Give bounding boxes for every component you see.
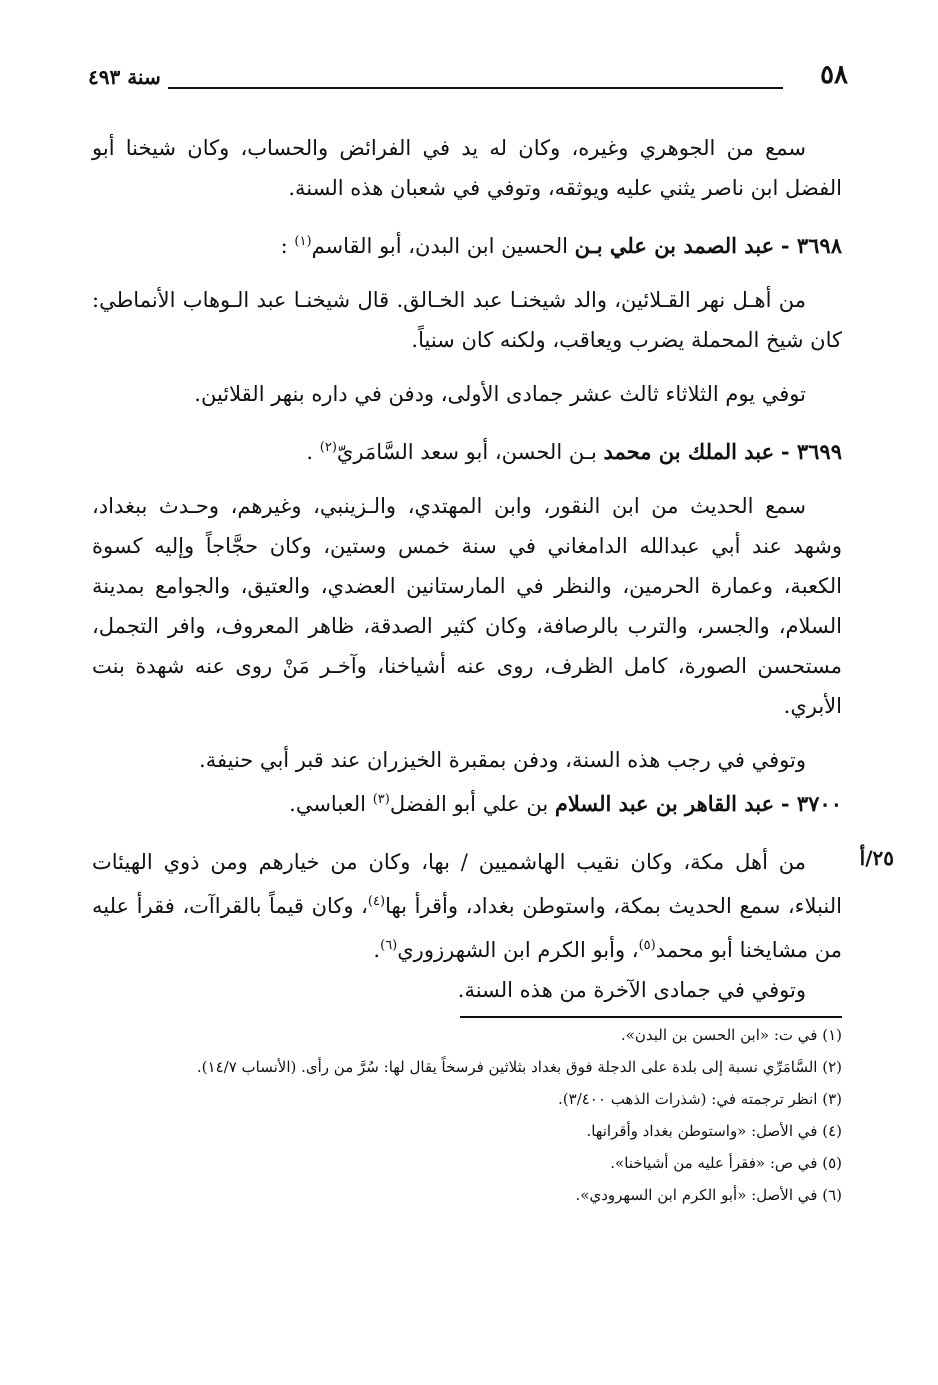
paragraph: من أهـل نهر القـلائين، والد شيخنـا عبد الخـالق. قال شيخنـا عبد الـوهاب الأنماطي: كان شيخ المحملة يضرب ويعاقب، ولكنه كان سنياً. xyxy=(92,288,842,352)
footnote-ref: (٢) xyxy=(319,440,337,455)
footnote-ref: (٦) xyxy=(380,938,398,953)
entry-punct: العباسي. xyxy=(289,792,367,816)
footnote-ref: (٣) xyxy=(372,792,390,807)
page-number: ٥٨ xyxy=(820,60,848,90)
entry-punct: . xyxy=(306,440,314,464)
entry-heading-3698 xyxy=(92,222,842,266)
footnote: (٥) في ص: «فقرأ عليه من أشياخنا». xyxy=(610,1154,842,1172)
entry-heading-3699 xyxy=(92,428,842,472)
paragraph: سمع الحديث من ابن النقور، وابن المهتدي، والـزينبي، وغيرهم، وحـدث ببغداد، وشهد عند أبي عبدالله الدامغاني في سنة خمس وستين، وكان حجَّاجاً وإليه كسوة الكعبة، وعمارة الحرمين، والنظر في المارستانين العضدي، والعتيق، والجوامع بمدينة السلام، والجسر، والترب بالرصافة، وكان كثير الصدقة، ظاهر المعروف، وافر التجمل، مستحسن الصورة، كامل الظرف، روى عنه أشياخنا، وآخـر مَنْ روى عنه شهدة بنت الأبري. xyxy=(92,494,842,718)
footnote: (١) في ت: «ابن الحسن بن البدن». xyxy=(620,1026,842,1044)
entry-number: ٣٦٩٨ - xyxy=(780,233,842,258)
manuscript-folio-ref: ٢٥/أ xyxy=(859,846,894,870)
footnote: (٣) انظر ترجمته في: (شذرات الذهب ٣/٤٠٠). xyxy=(558,1090,842,1108)
footnote: (٢) السَّامَرِّي نسبة إلى بلدة على الدجلة فوق بغداد بثلاثين فرسخاً يقال لها: سُرَّ من رأى. (الأنساب ١٤/٧). xyxy=(196,1058,842,1076)
entry-name: عبد الملك بن محمد xyxy=(603,439,775,464)
entry-name: عبد القاهر بن عبد السلام xyxy=(554,791,775,816)
paragraph: وتوفي في جمادى الآخرة من هذه السنة. xyxy=(457,978,806,1002)
main-text xyxy=(92,128,842,1024)
footnote: (٦) في الأصل: «أبو الكرم ابن السهرودي». xyxy=(575,1186,842,1204)
paragraph: وتوفي في رجب هذه السنة، ودفن بمقبرة الخيزران عند قبر أبي حنيفة. xyxy=(199,748,806,772)
paragraph xyxy=(92,842,842,970)
paragraph-text: ، وكان قيماً بالقراآت، فقرأ عليه من مشايخنا أبو محمد xyxy=(92,894,842,962)
entry-heading-3700 xyxy=(92,780,842,824)
footnote-ref: (٤) xyxy=(367,894,386,909)
footnote-rule xyxy=(460,1016,842,1018)
footnote-ref: (٥) xyxy=(638,938,656,953)
header-rule xyxy=(168,87,783,89)
paragraph: توفي يوم الثلاثاء ثالث عشر جمادى الأولى، ودفن في داره بنهر القلائين. xyxy=(194,382,806,406)
entry-name-rest: بـن الحسن، أبو سعد السَّامَريّ xyxy=(336,440,597,464)
entry-punct: : xyxy=(280,234,288,258)
footnotes xyxy=(92,1022,842,1214)
paragraph-text: ، وأبو الكرم ابن الشهرزوري xyxy=(397,938,639,962)
entry-number: ٣٧٠٠ - xyxy=(780,791,842,816)
paragraph: سمع من الجوهري وغيره، وكان له يد في الفرائض والحساب، وكان شيخنا أبو الفضل ابن ناصر يثني عليه ويوثقه، وتوفي في شعبان هذه السنة. xyxy=(92,136,842,200)
paragraph-text: . xyxy=(373,938,381,962)
entry-name: عبد الصمد بن علي بـن xyxy=(574,233,775,258)
paragraph-text: من أهل مكة، وكان نقيب الهاشميين / بها، وكان من خيارهم ومن ذوي الهيئات النبلاء، سمع الحديث بمكة، واستوطن بغداد، وأقرأ بها xyxy=(92,850,842,918)
footnote-ref: (١) xyxy=(294,234,312,249)
entry-number: ٣٦٩٩ - xyxy=(780,439,842,464)
running-head-year: سنة ٤٩٣ xyxy=(88,65,161,89)
entry-name-rest: الحسين ابن البدن، أبو القاسم xyxy=(311,234,568,258)
footnote: (٤) في الأصل: «واستوطن بغداد وأقرانها. xyxy=(586,1122,842,1140)
entry-name-rest: بن علي أبو الفضل xyxy=(389,792,549,816)
